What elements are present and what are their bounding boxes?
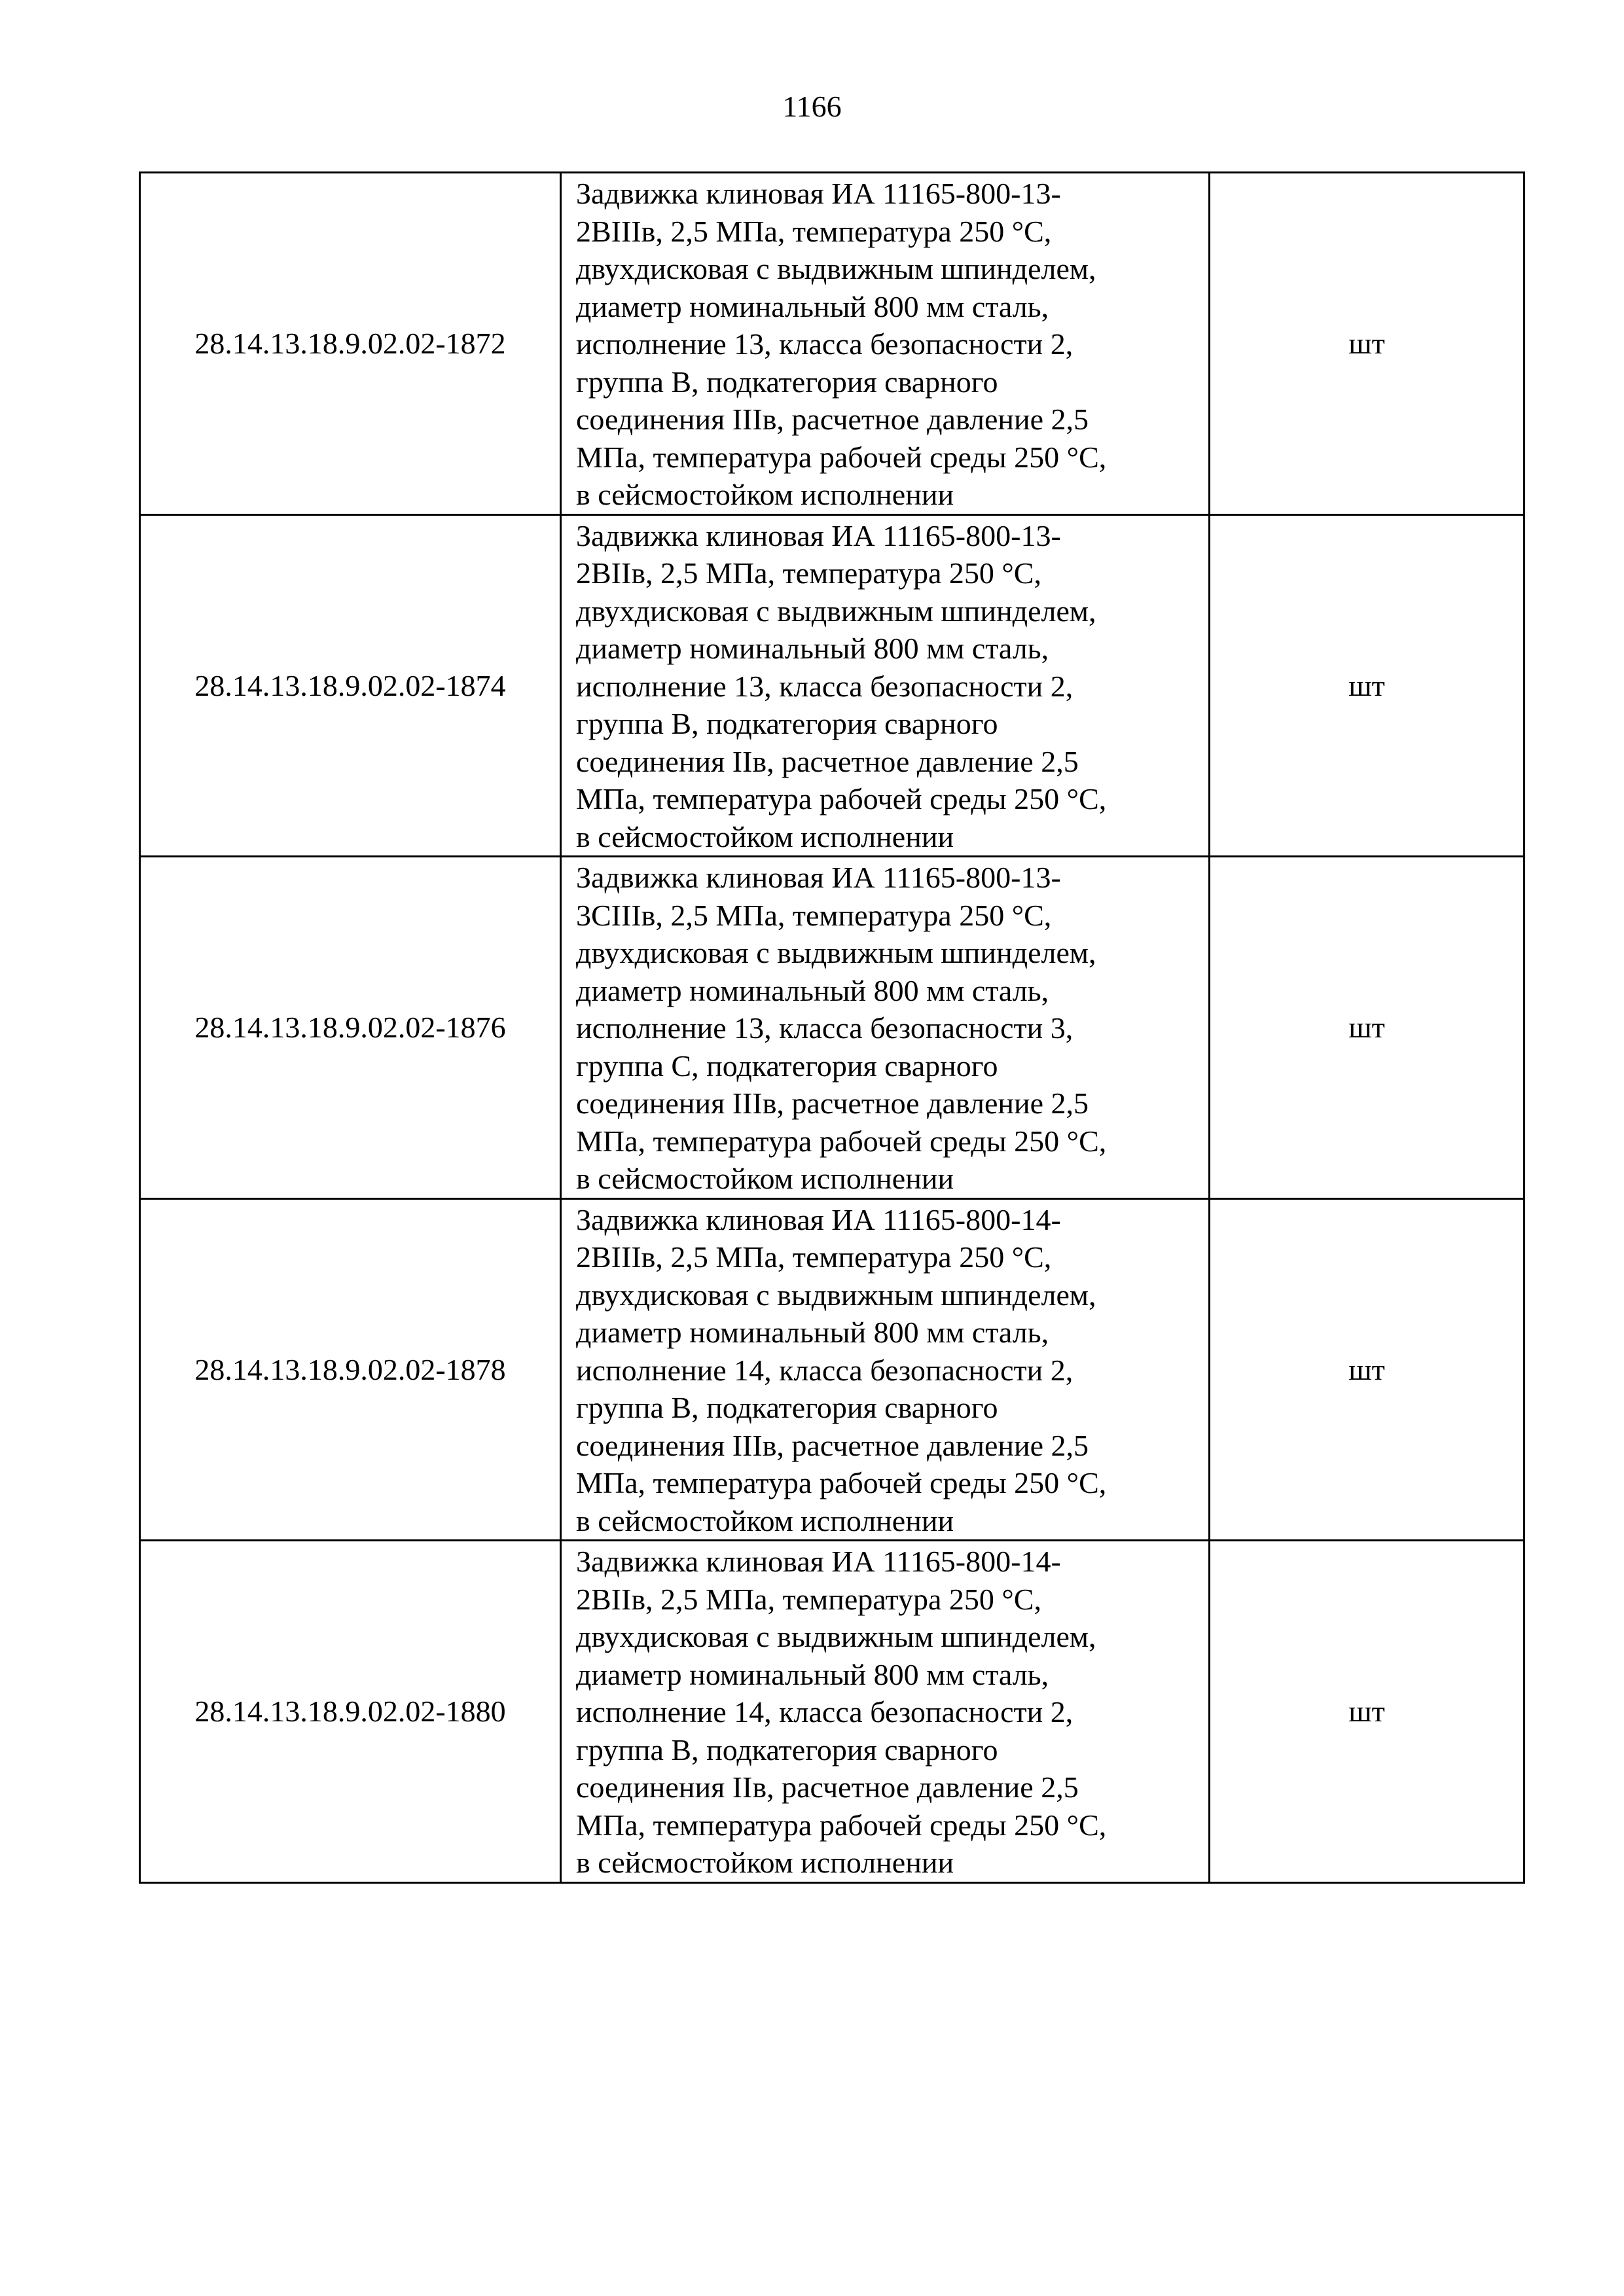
table-row <box>140 514 1525 857</box>
description-line: двухдисковая с выдвижным шпинделем, <box>576 252 1096 285</box>
description-line: МПа, температура рабочей среды 250 °С, <box>576 1808 1107 1842</box>
description-line: соединения IIв, расчетное давление 2,5 <box>576 744 1079 778</box>
item-description-cell <box>561 1198 1210 1541</box>
item-code-cell: 28.14.13.18.9.02.02-1880 <box>140 1541 561 1883</box>
description-line: соединения IIIв, расчетное давление 2,5 <box>576 1428 1089 1462</box>
description-line: Задвижка клиновая ИА 11165-800-13- <box>576 518 1061 552</box>
description-line: соединения IIв, расчетное давление 2,5 <box>576 1770 1079 1804</box>
description-line: в сейсмостойком исполнении <box>576 1846 954 1879</box>
description-line: в сейсмостойком исполнении <box>576 819 954 853</box>
description-line: исполнение 13, класса безопасности 2, <box>576 669 1074 703</box>
description-line: двухдисковая с выдвижным шпинделем, <box>576 594 1096 628</box>
table-row <box>140 857 1525 1199</box>
description-line: исполнение 14, класса безопасности 2, <box>576 1695 1074 1729</box>
description-line: 2ВIIIв, 2,5 МПа, температура 250 °С, <box>576 1240 1052 1274</box>
description-line: МПа, температура рабочей среды 250 °С, <box>576 1124 1107 1158</box>
description-line: в сейсмостойком исполнении <box>576 1503 954 1537</box>
item-description-cell <box>561 1541 1210 1883</box>
table-row <box>140 1198 1525 1541</box>
description-line: группа С, подкатегория сварного <box>576 1049 998 1083</box>
description-line: группа В, подкатегория сварного <box>576 707 998 740</box>
item-description-cell <box>561 857 1210 1199</box>
description-line: 2ВIIв, 2,5 МПа, температура 250 °С, <box>576 556 1041 590</box>
description-line: диаметр номинальный 800 мм сталь, <box>576 1657 1049 1691</box>
description-line: диаметр номинальный 800 мм сталь, <box>576 289 1049 323</box>
description-line: Задвижка клиновая ИА 11165-800-14- <box>576 1545 1061 1578</box>
description-line: диаметр номинальный 800 мм сталь, <box>576 973 1049 1007</box>
specification-table-body <box>140 173 1525 1883</box>
unit-cell: шт <box>1210 1198 1525 1541</box>
description-line: Задвижка клиновая ИА 11165-800-14- <box>576 1202 1061 1236</box>
item-code-cell: 28.14.13.18.9.02.02-1872 <box>140 173 561 515</box>
description-line: соединения IIIв, расчетное давление 2,5 <box>576 1086 1089 1120</box>
unit-cell: шт <box>1210 857 1525 1199</box>
description-line: группа В, подкатегория сварного <box>576 365 998 399</box>
description-line: группа В, подкатегория сварного <box>576 1732 998 1767</box>
description-line: исполнение 13, класса безопасности 2, <box>576 327 1074 361</box>
item-description-cell <box>561 514 1210 857</box>
description-line: соединения IIIв, расчетное давление 2,5 <box>576 403 1089 436</box>
description-line: исполнение 14, класса безопасности 2, <box>576 1353 1074 1387</box>
item-description-cell <box>561 173 1210 515</box>
description-line: двухдисковая с выдвижным шпинделем, <box>576 936 1096 969</box>
table-row <box>140 173 1525 515</box>
description-line: группа В, подкатегория сварного <box>576 1391 998 1424</box>
unit-cell: шт <box>1210 1541 1525 1883</box>
description-line: 3СIIIв, 2,5 МПа, температура 250 °С, <box>576 898 1052 932</box>
item-code-cell: 28.14.13.18.9.02.02-1874 <box>140 514 561 857</box>
description-line: диаметр номинальный 800 мм сталь, <box>576 1316 1049 1349</box>
page-number: 1166 <box>782 90 842 123</box>
description-line: Задвижка клиновая ИА 11165-800-13- <box>576 177 1061 210</box>
description-line: МПа, температура рабочей среды 250 °С, <box>576 1466 1107 1499</box>
description-line: исполнение 13, класса безопасности 3, <box>576 1011 1074 1045</box>
table-row <box>140 1541 1525 1883</box>
description-line: МПа, температура рабочей среды 250 °С, <box>576 440 1107 474</box>
item-code-cell: 28.14.13.18.9.02.02-1878 <box>140 1198 561 1541</box>
description-line: Задвижка клиновая ИА 11165-800-13- <box>576 861 1061 894</box>
description-line: двухдисковая с выдвижным шпинделем, <box>576 1620 1096 1653</box>
description-line: в сейсмостойком исполнении <box>576 478 954 511</box>
specification-table <box>139 171 1525 1884</box>
item-code-cell: 28.14.13.18.9.02.02-1876 <box>140 857 561 1199</box>
unit-cell: шт <box>1210 173 1525 515</box>
description-line: в сейсмостойком исполнении <box>576 1162 954 1195</box>
unit-cell: шт <box>1210 514 1525 857</box>
description-line: 2ВIIв, 2,5 МПа, температура 250 °С, <box>576 1582 1041 1616</box>
description-line: двухдисковая с выдвижным шпинделем, <box>576 1278 1096 1312</box>
description-line: диаметр номинальный 800 мм сталь, <box>576 632 1049 665</box>
description-line: МПа, температура рабочей среды 250 °С, <box>576 782 1107 816</box>
description-line: 2ВIIIв, 2,5 МПа, температура 250 °С, <box>576 214 1052 248</box>
